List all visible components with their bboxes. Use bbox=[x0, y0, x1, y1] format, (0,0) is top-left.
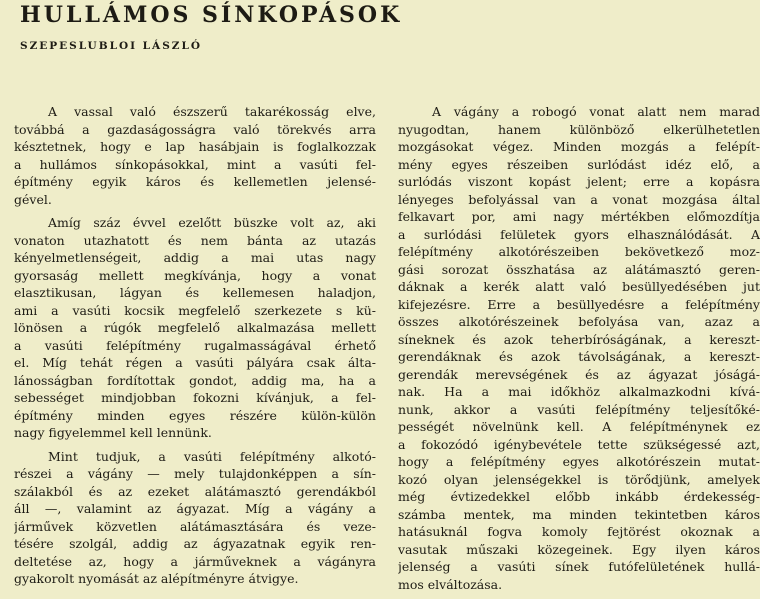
text-line: hatásuknál fogva komoly fejtörést okoznak a bbox=[398, 524, 760, 539]
text-line: áll —, valamint az ágyazat. Míg a vágány a bbox=[14, 501, 376, 516]
paragraph bbox=[14, 214, 376, 442]
text-line: építmény egyik káros és kellemetlen jelensé- bbox=[14, 174, 376, 189]
text-line: A vassal való észszerű takarékosság elve, bbox=[48, 104, 376, 119]
text-line: tésére szolgál, addig az ágyazatnak egyik ren- bbox=[14, 536, 376, 551]
text-line: Amíg száz évvel ezelőtt büszke volt az, aki bbox=[48, 215, 376, 230]
text-line: szálakból és az ezeket alátámasztó gerendákból bbox=[14, 483, 376, 499]
text-line: a hullámos sínkopásokkal, mint a vasúti fel- bbox=[14, 156, 376, 172]
text-line: vonaton utazhatott és nem bánta az utazás bbox=[14, 232, 376, 248]
text-line: lönösen a rúgók megfelelő alkalmazása mellett bbox=[14, 320, 376, 335]
article-title: HULLÁMOS SÍNKOPÁSOK bbox=[20, 2, 403, 28]
text-line: dáknak a kerék alatt való besüllyedésében jut bbox=[398, 279, 760, 294]
text-line: részei a vágány — mely tulajdonképpen a sín- bbox=[14, 466, 376, 481]
text-line: továbbá a gazdaságosságra való törekvés arra bbox=[14, 121, 376, 137]
text-line: nunk, akkor a vasúti felépítmény teljesítőké- bbox=[398, 401, 760, 417]
text-line: lánosságban fordítottak gondot, addig ma, ha a bbox=[14, 372, 376, 388]
text-line: gyakorolt nyomását az alépítményre átvigye. bbox=[14, 571, 299, 586]
text-line: mos elváltozása. bbox=[398, 576, 503, 592]
text-line: késztetnek, hogy e lap hasábjain is foglalkozzak bbox=[14, 139, 376, 154]
text-line: kifejezésre. Erre a besüllyedésre a felépítmény bbox=[398, 296, 760, 312]
text-line: Mint tudjuk, a vasúti felépítmény alkotó- bbox=[48, 448, 376, 464]
text-line: gerendák merevségének és az ágyazat jóságá- bbox=[398, 366, 760, 382]
text-line: a fokozódó igénybevétele tette szükségessé azt, bbox=[398, 436, 760, 452]
text-line: építmény minden egyes részére külön-külön bbox=[14, 407, 376, 423]
text-line: a vasúti felépítmény rugalmasságával érhető bbox=[14, 337, 376, 353]
text-line: ami a vasúti kocsik megfelelő szerkezete s kü- bbox=[14, 302, 376, 318]
text-line: A vágány a robogó vonat alatt nem marad bbox=[432, 104, 760, 119]
text-line: nagy figyelemmel kell lennünk. bbox=[14, 425, 212, 440]
text-line: mény egyes részeiben surlódást idéz elő, a bbox=[398, 156, 760, 172]
text-line: pességét növelnünk kell. A felépítménynek ez bbox=[398, 419, 760, 434]
text-line: összes alkotórészeinek befolyása van, azaz a bbox=[398, 314, 760, 329]
text-line: lényeges befolyással van a vonat mozgása által bbox=[398, 191, 760, 207]
text-line: felkavart por, ami nagy mértékben előmozdítja bbox=[398, 209, 760, 224]
text-line: gével. bbox=[14, 191, 52, 207]
text-line: gerendáknak és azok távolságának, a kereszt- bbox=[398, 349, 760, 364]
text-line: kozó olyan jelenségekkel is törődjünk, amelyek bbox=[398, 471, 760, 487]
text-line: síneknek és azok teherbíróságának, a kereszt- bbox=[398, 331, 760, 347]
paragraph bbox=[14, 103, 376, 208]
text-line: még évtizedekkel előbb inkább érdekesség- bbox=[398, 489, 760, 504]
text-line: el. Míg tehát régen a vasúti pályára csak álta- bbox=[14, 355, 376, 370]
text-line: elasztikusan, lágyan és kellemesen haladjon, bbox=[14, 285, 376, 300]
text-line: kényelmetlenségeit, addig a mai utas nagy bbox=[14, 250, 376, 265]
text-line: deltetése az, hogy a járműveknek a vágányra bbox=[14, 553, 376, 569]
left-text-column bbox=[14, 103, 376, 594]
text-line: a surlódási felületek gyors elhasználódását. A bbox=[398, 226, 760, 242]
text-line: jelenség a vasúti sínek futófelületének hullá- bbox=[398, 559, 760, 574]
text-line: surlódás viszont kopást jelent; erre a kopásra bbox=[398, 174, 760, 189]
paragraph bbox=[398, 103, 760, 593]
text-line: számba mentek, ma minden tekintetben káros bbox=[398, 506, 760, 522]
article-author: SZEPESLUBLOI LÁSZLÓ bbox=[20, 40, 202, 52]
text-line: gyorsaság mellett megkívánja, hogy a vonat bbox=[14, 267, 376, 283]
text-line: felépítmény alkotórészeiben bekövetkező moz- bbox=[398, 244, 760, 259]
text-line: hogy a felépítmény egyes alkotórészein mutat- bbox=[398, 454, 760, 469]
text-line: sebességet mindjobban fokozni kívánjuk, a fel- bbox=[14, 390, 376, 405]
text-line: nak. Ha a mai időkhöz alkalmazkodni kívá- bbox=[398, 384, 760, 399]
paragraph bbox=[14, 448, 376, 588]
text-line: gási sorozat összhatása az alátámasztó geren- bbox=[398, 261, 760, 277]
text-line: járművek közvetlen alátámasztására és veze- bbox=[14, 518, 376, 534]
text-line: mozgásokat végez. Minden mozgás a felépít- bbox=[398, 139, 760, 154]
text-line: nyugodtan, hanem különböző elkerülhetetlen bbox=[398, 121, 760, 137]
right-text-column bbox=[398, 103, 760, 599]
text-line: vasutak műszaki közegeinek. Egy ilyen káros bbox=[398, 541, 760, 557]
